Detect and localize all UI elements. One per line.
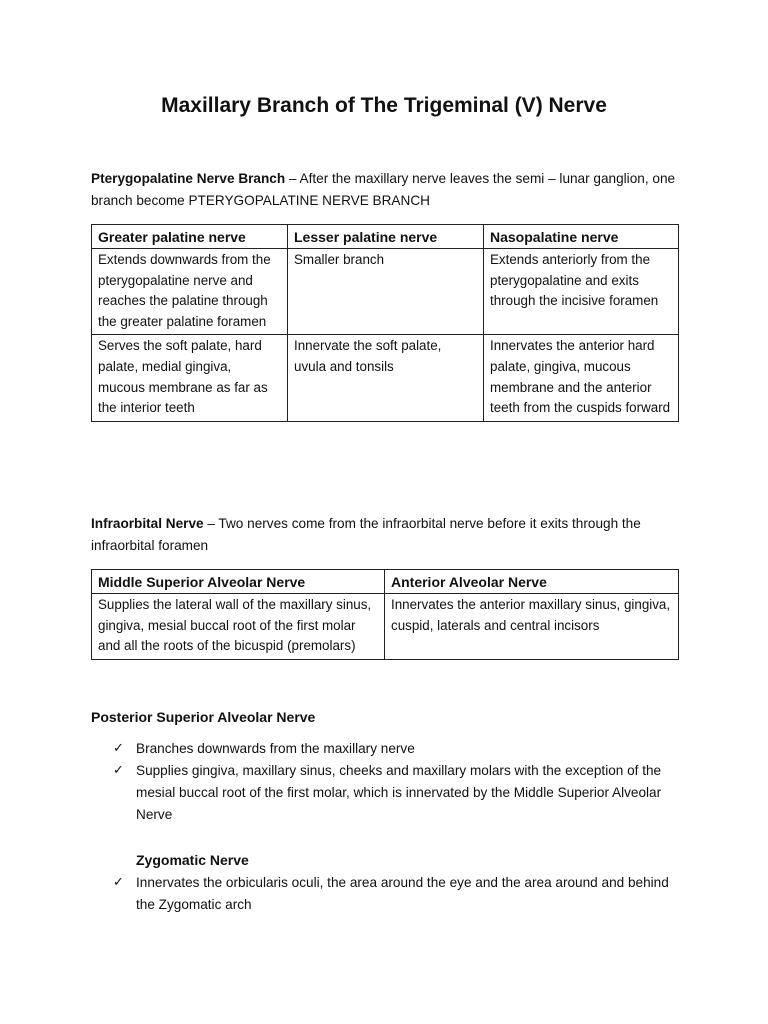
posterior-superior-alveolar-list <box>91 738 681 826</box>
checkmark-icon: ✓ <box>113 741 124 756</box>
table-cell: Serves the soft palate, hard palate, medial gingiva, mucous membrane as far as the interior teeth <box>92 335 288 421</box>
page-title: Maxillary Branch of The Trigeminal (V) Nerve <box>161 94 607 117</box>
table-cell: Smaller branch <box>288 249 484 335</box>
table-cell: Extends downwards from the pterygopalatine nerve and reaches the palatine through the greater palatine foramen <box>92 249 288 335</box>
list-item-text: Innervates the orbicularis oculi, the area around the eye and the area around and behind the Zygomatic arch <box>136 875 669 912</box>
infraorbital-text: – Two nerves come from the infraorbital nerve before it exits through the infraorbital foramen <box>91 516 641 553</box>
list-item <box>91 872 681 916</box>
list-item <box>91 760 681 826</box>
pterygopalatine-intro <box>91 168 681 212</box>
zygomatic-list <box>91 872 681 916</box>
table-row <box>92 594 679 660</box>
table-cell: Innervates the anterior maxillary sinus, gingiva, cuspid, laterals and central incisors <box>385 594 679 660</box>
table-header-cell: Anterior Alveolar Nerve <box>385 570 679 594</box>
zygomatic-heading: Zygomatic Nerve <box>136 852 249 868</box>
table-cell: Innervates the anterior hard palate, gingiva, mucous membrane and the anterior teeth from the cuspids forward <box>484 335 679 421</box>
table-header-cell: Nasopalatine nerve <box>484 225 679 249</box>
table-cell: Supplies the lateral wall of the maxillary sinus, gingiva, mesial buccal root of the first molar and all the roots of the bicuspid (premolars) <box>92 594 385 660</box>
table-row <box>92 335 679 421</box>
posterior-superior-alveolar-heading: Posterior Superior Alveolar Nerve <box>91 709 316 725</box>
table-header-cell: Lesser palatine nerve <box>288 225 484 249</box>
list-item-text: Supplies gingiva, maxillary sinus, cheeks and maxillary molars with the exception of the mesial buccal root of the first molar, which is innervated by the Middle Superior Alveolar Nerve <box>136 763 662 822</box>
pterygopalatine-text: – After the maxillary nerve leaves the semi – lunar ganglion, one branch become PTERYGOPALATINE NERVE BRANCH <box>91 171 676 208</box>
table-header-cell: Greater palatine nerve <box>92 225 288 249</box>
table-cell: Innervate the soft palate, uvula and tonsils <box>288 335 484 421</box>
checkmark-icon: ✓ <box>113 875 124 890</box>
table-header-row <box>92 570 679 594</box>
table-header-cell: Middle Superior Alveolar Nerve <box>92 570 385 594</box>
checkmark-icon: ✓ <box>113 763 124 778</box>
alveolar-nerves-table <box>91 569 679 660</box>
infraorbital-intro <box>91 513 681 557</box>
palatine-nerves-table <box>91 224 679 422</box>
table-cell: Extends anteriorly from the pterygopalatine and exits through the incisive foramen <box>484 249 679 335</box>
pterygopalatine-lead: Pterygopalatine Nerve Branch <box>91 171 286 186</box>
list-item <box>91 738 681 760</box>
infraorbital-lead: Infraorbital Nerve <box>91 516 204 531</box>
list-item-text: Branches downwards from the maxillary nerve <box>136 741 415 756</box>
table-row <box>92 249 679 335</box>
table-header-row <box>92 225 679 249</box>
